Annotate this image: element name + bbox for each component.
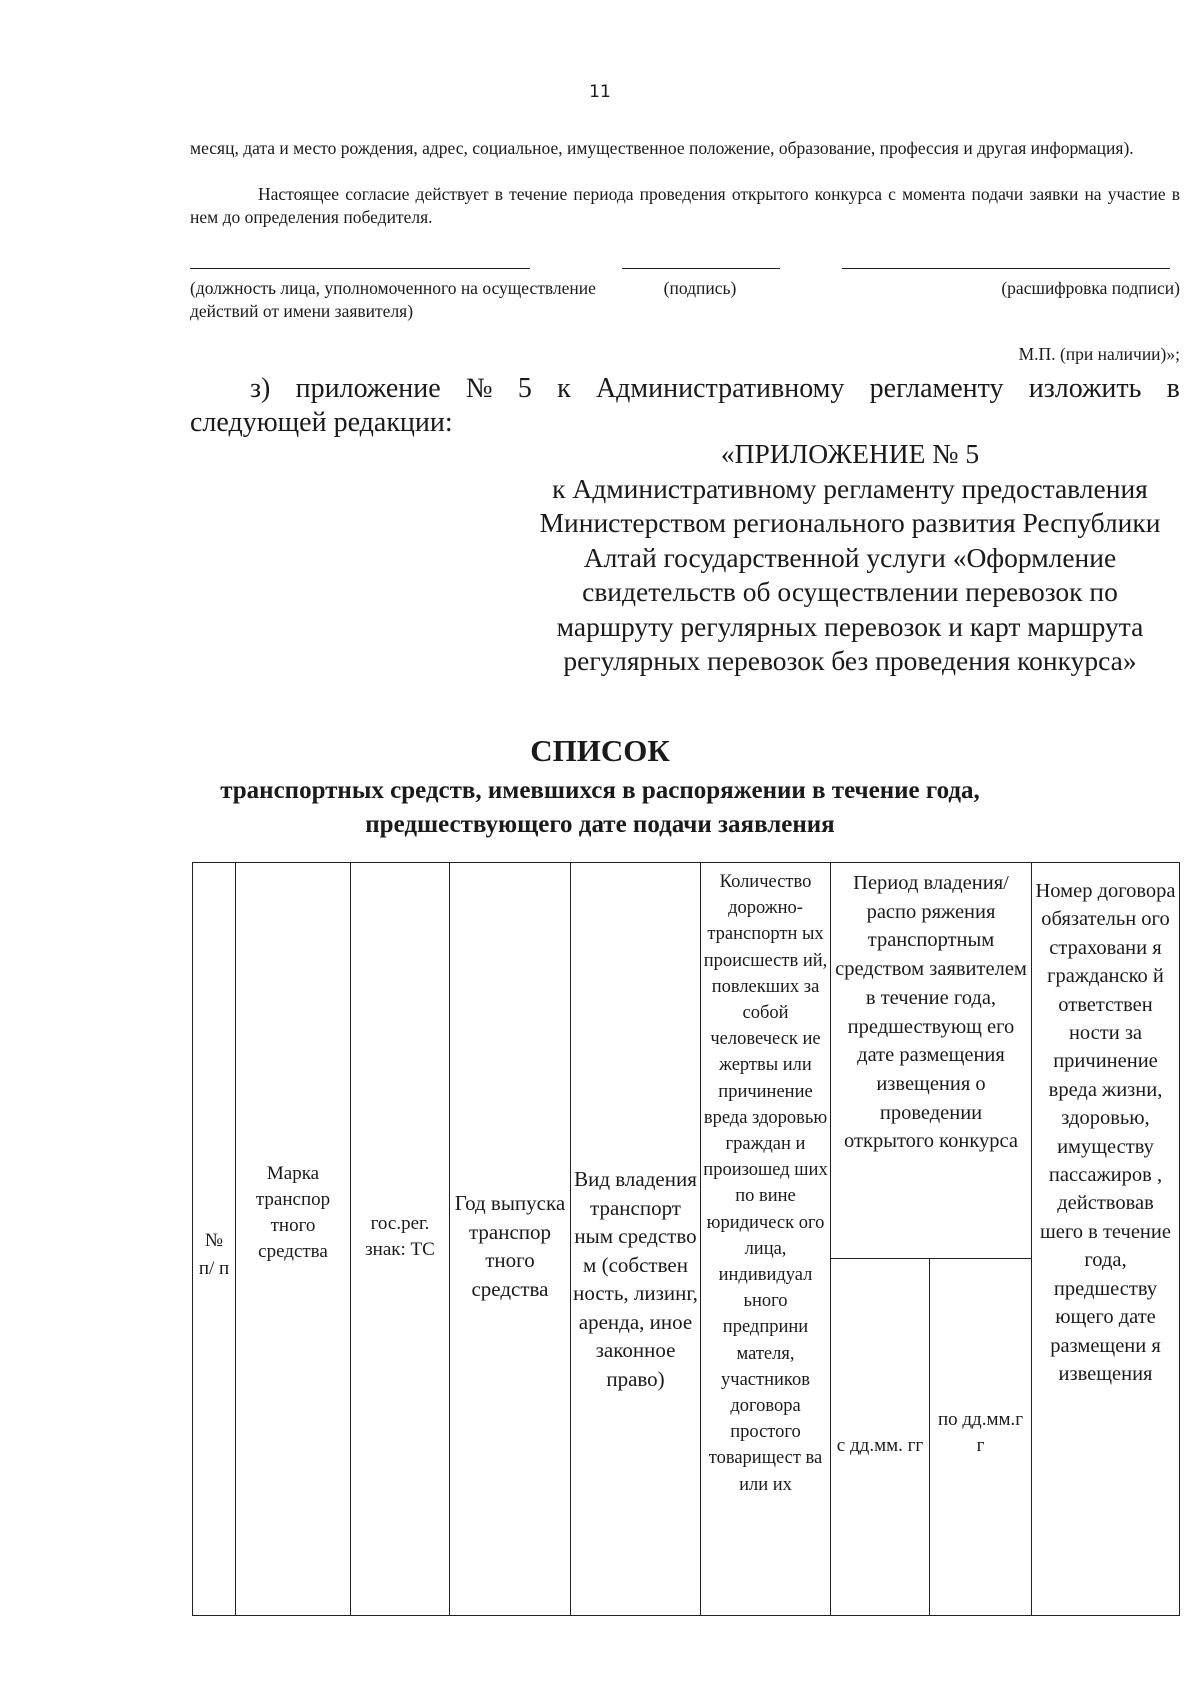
amendment-word: з) xyxy=(250,373,271,404)
appendix-header-line: к Административному регламенту предоставления xyxy=(552,472,1148,504)
consent-continuation: месяц, дата и место рождения, адрес, социальное, имущественное положение, образование, профессия и другая информация). xyxy=(190,138,1134,158)
header-cell-brand: Марка транспор тного средства xyxy=(236,863,351,1616)
header-cell-accidents: Количество дорожно-транспортн ых происшеств ий, повлекших за собой человеческ ие жертвы или причинение вреда здоровью граждан и произошед ших по вине юридическ ого лица, индивидуал ьного предприни мателя, участников договора простого товарищест ва или их xyxy=(701,863,831,1616)
appendix-header-line: Министерством регионального развития Республики xyxy=(539,507,1161,538)
amendment-word: в xyxy=(1166,373,1180,404)
amendment-word: регламенту xyxy=(869,373,1004,404)
amendment-word: приложение xyxy=(295,373,441,404)
signature-line xyxy=(622,268,780,269)
amendment-word: изложить xyxy=(1028,373,1142,404)
header-cell-period-to: по дд.мм.г г xyxy=(930,1259,1032,1616)
amendment-word: Административному xyxy=(595,373,845,404)
seal-label: М.П. (при наличии)»; xyxy=(1018,344,1180,364)
amendment-word: 5 xyxy=(517,373,532,404)
vehicles-table xyxy=(192,862,1180,1616)
header-cell-year: Год выпуска транспор тного средства xyxy=(450,863,571,1616)
list-subtitle-line: транспортных средств, имевшихся в распоряжении в течение года, xyxy=(220,777,980,804)
appendix-header-line: Алтай государственной услуги «Оформление xyxy=(583,541,1117,573)
page-number: 11 xyxy=(589,82,611,102)
signature-label: (подпись) xyxy=(663,278,737,298)
amendment-word: № xyxy=(465,373,493,404)
consent-validity: Настоящее согласие действует в течение периода проведения открытого конкурса с момента подачи заявки на участие в нем до определения победителя. xyxy=(190,184,1180,227)
list-subtitle-line: предшествующего дате подачи заявления xyxy=(365,811,835,838)
amendment-word: к xyxy=(557,373,571,404)
amendment-line-1 xyxy=(190,372,1180,406)
appendix-header-line: регулярных перевозок без проведения конкурса» xyxy=(563,645,1137,676)
list-subtitle xyxy=(0,774,1200,842)
list-heading: СПИСОК xyxy=(530,733,670,768)
amendment-line-2: следующей редакции: xyxy=(190,407,453,438)
decryption-signature-line xyxy=(842,268,1170,269)
header-cell-number: № п/ п xyxy=(193,863,236,1616)
header-cell-ownership: Вид владения транспорт ным средство м (собствен ность, лизинг, аренда, иное законное право) xyxy=(571,863,701,1616)
appendix-header-line: «ПРИЛОЖЕНИЕ № 5 xyxy=(720,438,980,469)
appendix-header xyxy=(505,437,1195,679)
header-cell-insurance: Номер договора обязательн ого страховани я гражданско й ответствен ности за причинение вреда жизни, здоровью, имуществу пассажиров , действовав шего в течение года, предшеству ющего дате размещени я извещения xyxy=(1032,863,1180,1616)
position-signature-line xyxy=(190,268,530,269)
decryption-label: (расшифровка подписи) xyxy=(1001,278,1180,298)
position-label: (должность лица, уполномоченного на осуществление действий от имени заявителя) xyxy=(190,278,596,321)
header-cell-period: Период владения/распо ряжения транспортным средством заявителем в течение года, предшествующ его дате размещения извещения о проведении открытого конкурса xyxy=(831,863,1032,1259)
appendix-header-line: маршруту регулярных перевозок и карт маршрута xyxy=(556,610,1144,642)
amendment-paragraph xyxy=(190,372,1180,440)
header-cell-period-from: с дд.мм. гг xyxy=(831,1259,930,1616)
appendix-header-line: свидетельств об осуществлении перевозок по xyxy=(582,576,1118,607)
header-cell-plate: гос.рег. знак: ТС xyxy=(351,863,450,1616)
